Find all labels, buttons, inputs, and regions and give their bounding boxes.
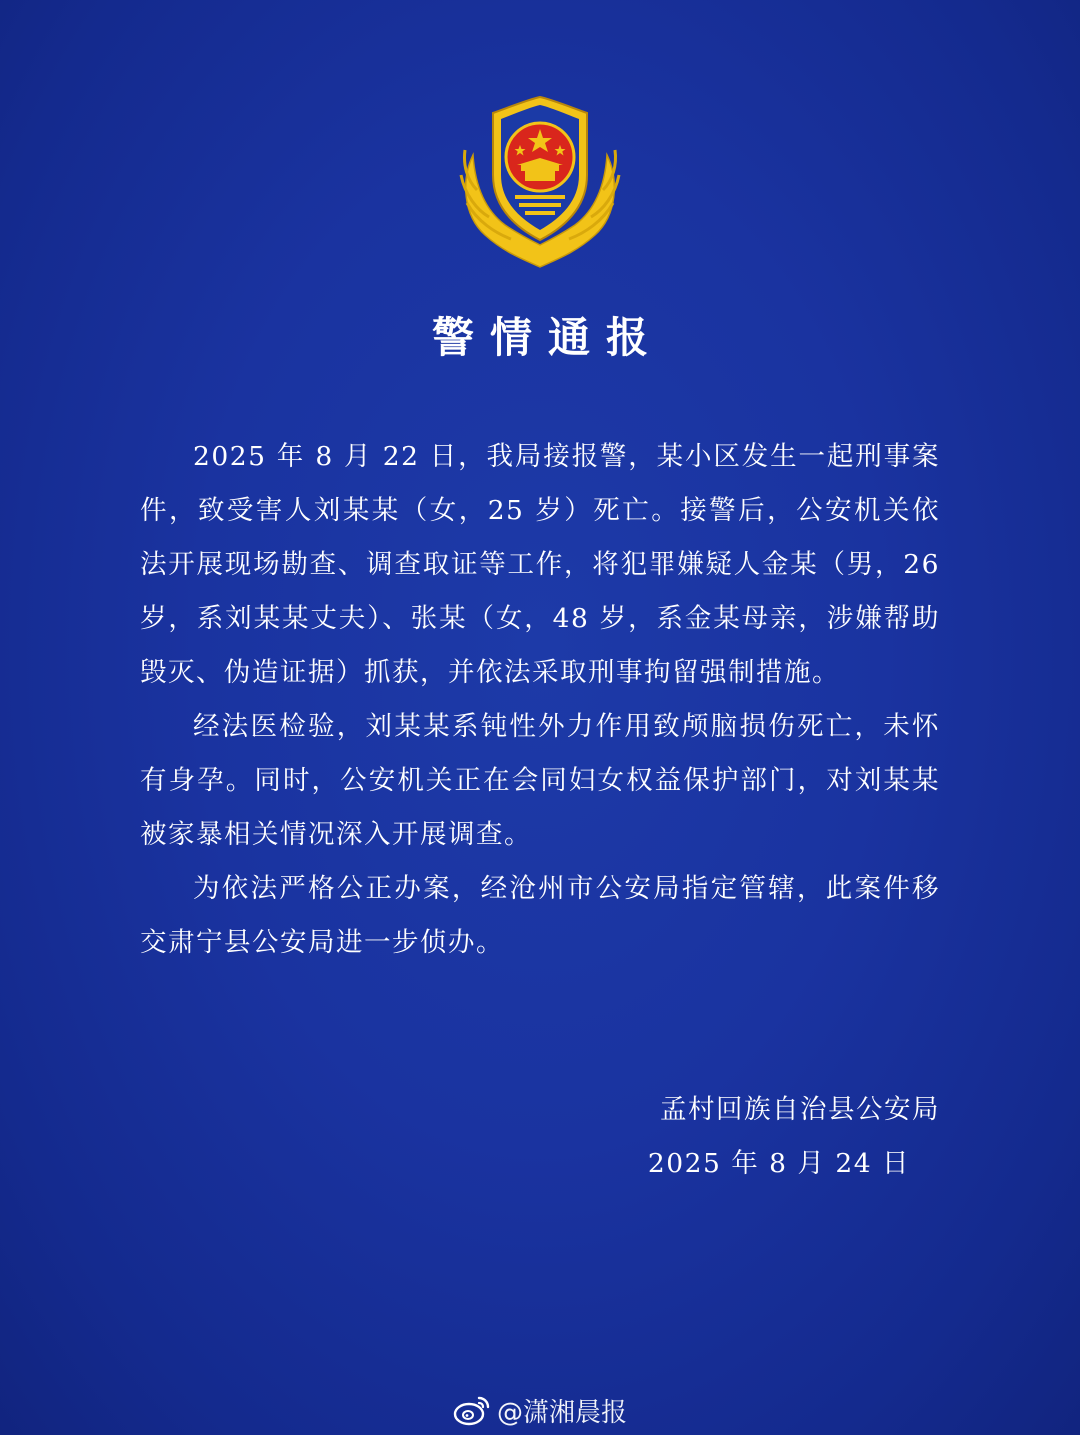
police-emblem-icon [455, 95, 625, 270]
notice-body [140, 430, 940, 970]
weibo-icon [453, 1394, 491, 1426]
watermark [0, 1390, 1080, 1430]
signature-block [648, 1083, 940, 1191]
paragraph-1: 2025 年 8 月 22 日，我局接报警，某小区发生一起刑事案件，致受害人刘某某（女，25 岁）死亡。接警后，公安机关依法开展现场勘查、调查取证等工作，将犯罪嫌疑人金某（男，26 岁，系刘某某丈夫）、张某（女，48 岁，系金某母亲，涉嫌帮助毁灭、伪造证据）抓获，并依法采取刑事拘留强制措施。 [140, 441, 940, 688]
signature-department: 孟村回族自治县公安局 [660, 1094, 940, 1125]
page-title: 警情通报 [431, 313, 664, 362]
watermark-text: @潇湘晨报 [496, 1397, 627, 1428]
signature-date: 2025 年 8 月 24 日 [647, 1148, 910, 1179]
paragraph-2: 经法医检验，刘某某系钝性外力作用致颅脑损伤死亡，未怀有身孕。同时，公安机关正在会同妇女权益保护部门，对刘某某被家暴相关情况深入开展调查。 [140, 711, 940, 850]
paragraph-3: 为依法严格公正办案，经沧州市公安局指定管辖，此案件移交肃宁县公安局进一步侦办。 [140, 873, 940, 958]
